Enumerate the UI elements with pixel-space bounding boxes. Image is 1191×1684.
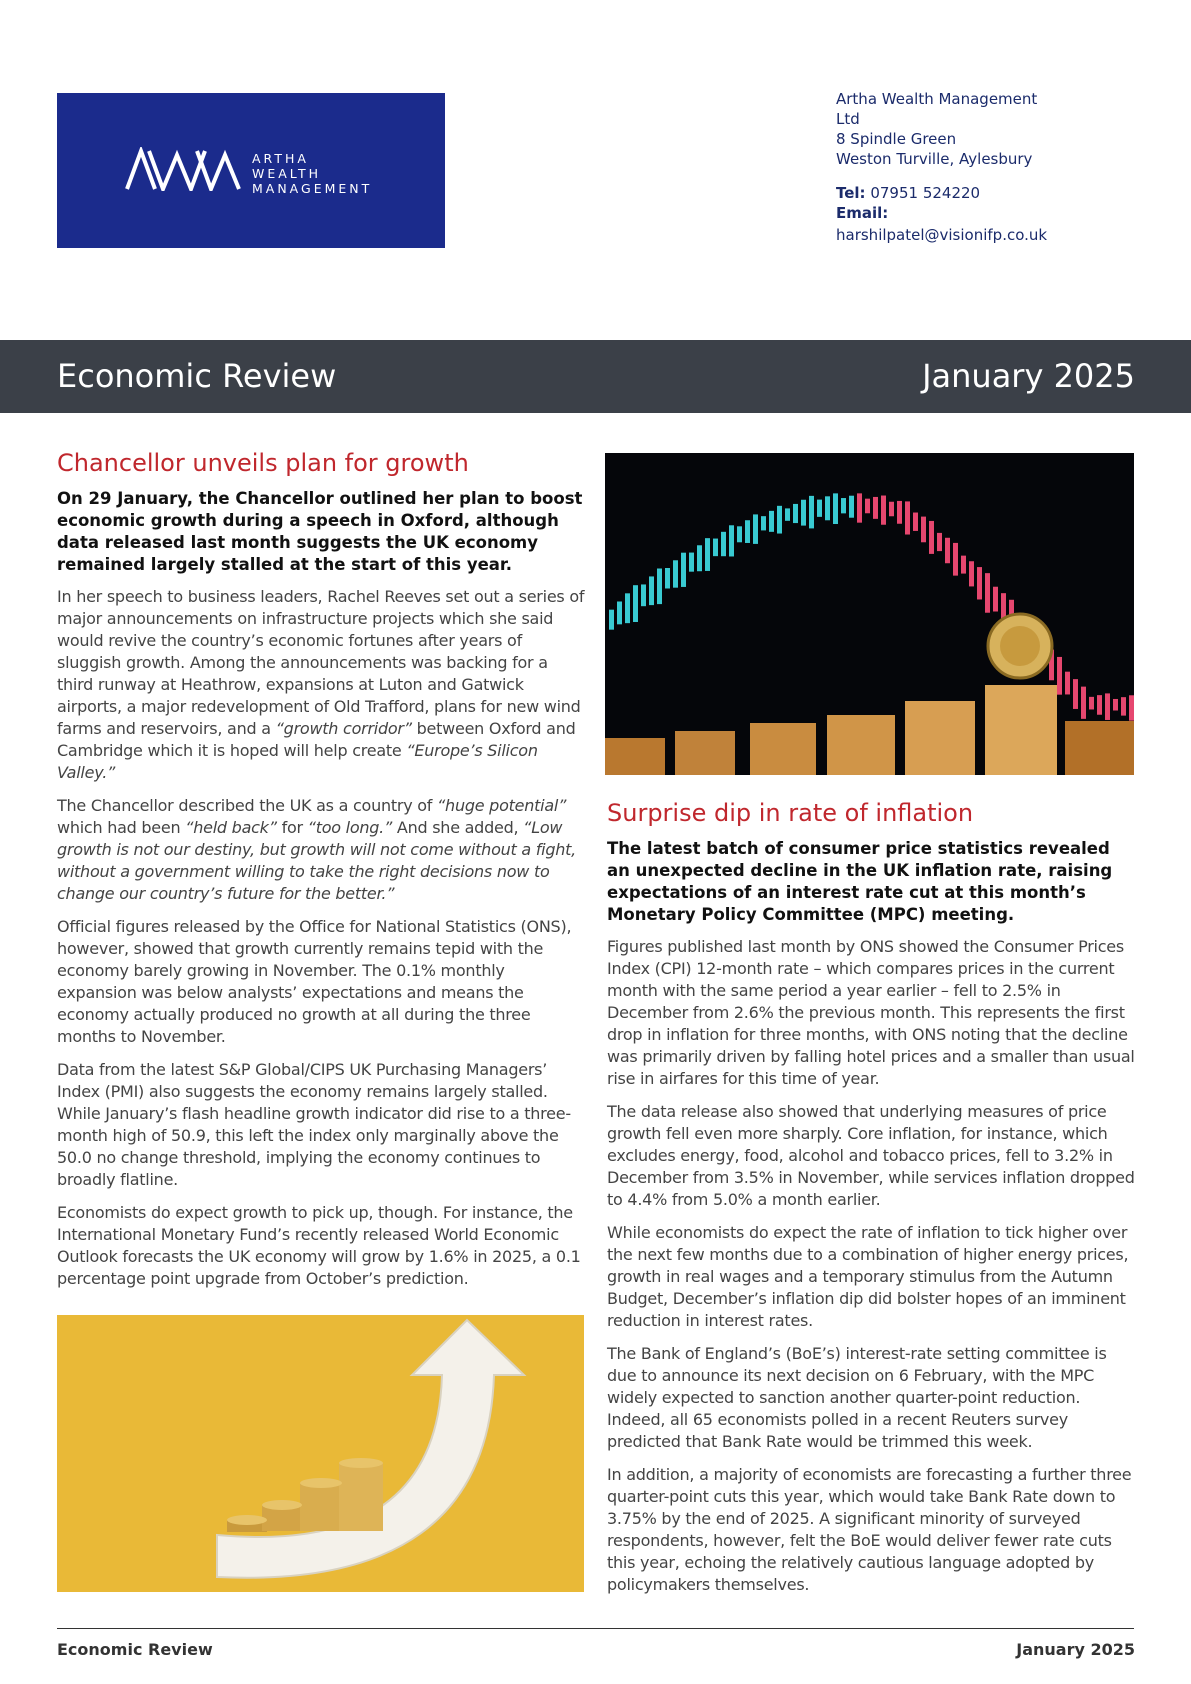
article-inflation	[607, 798, 1135, 1607]
candlestick-bar	[729, 525, 734, 556]
company-name-line1: Artha Wealth Management	[836, 90, 1038, 108]
article-paragraph: The data release also showed that underlying measures of price growth fell even more sharply. Core inflation, for instance, which excludes energy, food, alcohol and tobacco prices, fell to 3.2% in December from 3.5% in November, while services inflation dropped to 4.4% from 5.0% a month earlier.	[607, 1102, 1135, 1209]
candlestick-bar	[969, 561, 974, 586]
growth-arrow-illustration	[57, 1315, 584, 1592]
town-line: Weston Turville, Aylesbury	[836, 150, 1033, 168]
company-name-line2: Ltd	[836, 110, 860, 128]
candlestick-bar	[897, 501, 902, 524]
candlestick-bar	[817, 500, 822, 517]
candlestick-bar	[673, 560, 678, 587]
logo-mark-icon	[125, 147, 243, 191]
article-paragraph: In addition, a majority of economists are forecasting a further three quarter-point cuts this year, which would take Bank Rate down to 3.75% by the end of 2025. A significant minority of surveyed respondents, however, felt the BoE would deliver fewer rate cuts this year, echoing the relatively cautious language adopted by policymakers themselves.	[607, 1465, 1132, 1594]
candlestick-bar	[905, 501, 910, 534]
banner-date: January 2025	[922, 357, 1135, 395]
candlestick-bar	[1097, 695, 1102, 715]
footer-title: Economic Review	[57, 1640, 213, 1659]
candlestick-bar	[777, 506, 782, 534]
footer-divider	[57, 1628, 1134, 1629]
banner-title: Economic Review	[57, 357, 337, 395]
title-banner	[0, 340, 1191, 413]
candlestick-bar	[761, 516, 766, 530]
candlestick-bar	[1129, 695, 1134, 720]
candlestick-bar	[649, 576, 654, 605]
candlestick-bar	[641, 584, 646, 606]
company-address	[836, 89, 1126, 245]
candlestick-bar	[657, 569, 662, 605]
candlestick-bar	[769, 511, 774, 532]
candlestick-bar	[873, 497, 878, 519]
candlestick-bar	[1121, 697, 1126, 715]
candlestick-bar	[1065, 672, 1070, 695]
logo-text-line: WEALTH	[252, 166, 322, 181]
candlestick-bar	[1081, 687, 1086, 719]
candlestick-bar	[785, 508, 790, 520]
candlestick-bar	[953, 543, 958, 576]
candlestick-bar	[849, 496, 854, 518]
article-heading: Chancellor unveils plan for growth	[57, 449, 469, 477]
candlestick-bar	[993, 587, 998, 612]
candlestick-bar	[689, 553, 694, 572]
candlestick-bar	[721, 532, 726, 556]
candlestick-bar	[857, 493, 862, 522]
logo-text-line: MANAGEMENT	[252, 181, 373, 196]
company-logo	[57, 93, 445, 248]
article-paragraph: The Bank of England’s (BoE’s) interest-rate setting committee is due to announce its next decision on 6 February, with the MPC widely expected to sanction another quarter-point reduction. Indeed, all 65 economists polled in a recent Reuters survey predicted that Bank Rate would be trimmed this week.	[607, 1344, 1107, 1451]
telephone-line	[836, 183, 1126, 203]
candlestick-bar	[681, 553, 686, 587]
article-paragraph: The Chancellor described the UK as a country of “huge potential” which had been “held back” for “too long.” And she added, “Low growth is not our destiny, but growth will not come without a fight, without a government willing to take the right decisions now to change our country’s future for the better.”	[57, 796, 576, 903]
candlestick-bar	[665, 568, 670, 589]
article-paragraph: Economists do expect growth to pick up, though. For instance, the International Monetary Fund’s recently released World Economic Outlook forecasts the UK economy will grow by 1.6% in 2025, a 0.1 percentage point upgrade from October’s prediction.	[57, 1203, 581, 1288]
street-line: 8 Spindle Green	[836, 130, 957, 148]
email-address[interactable]: harshilpatel@visionifp.co.uk	[836, 226, 1048, 244]
email-label: Email:	[836, 204, 889, 222]
email-label-line	[836, 203, 1126, 223]
logo-text	[252, 151, 372, 196]
candlestick-bar	[737, 526, 742, 542]
candlestick-bar	[889, 502, 894, 517]
candlestick-bar	[921, 517, 926, 543]
article-growth	[57, 448, 585, 1301]
candlestick-bar	[1073, 679, 1078, 709]
article-paragraph: In her speech to business leaders, Rachel Reeves set out a series of major announcements on infrastructure projects which she said would revive the country’s economic fortunes after years of sluggish growth. Among the announcements was backing for a third runway at Heathrow, expansions at Luton and Gatwick airports, a major redevelopment of Old Trafford, plans for new wind farms and reservoirs, and a “growth corridor” between Oxford and Cambridge which it is hoped will help create “Europe’s Silicon Valley.”	[57, 587, 585, 782]
candlestick-bar	[617, 601, 622, 624]
candlestick-bar	[961, 556, 966, 574]
candlestick-bar	[609, 610, 614, 630]
article-paragraph: Official figures released by the Office for National Statistics (ONS), however, showed that growth currently remains tepid with the economy barely growing in November. The 0.1% monthly expansion was below analysts’ expectations and means the economy actually produced no growth at all during the three months to November.	[57, 917, 572, 1046]
candlestick-bar	[633, 585, 638, 622]
candlestick-photo-illustration	[605, 453, 1134, 775]
candlestick-bar	[713, 539, 718, 557]
article-heading: Surprise dip in rate of inflation	[607, 799, 974, 827]
candlestick-bar	[705, 538, 710, 571]
article-lead: The latest batch of consumer price statistics revealed an unexpected decline in the UK inflation rate, raising expectations of an interest rate cut at this month’s Monetary Policy Committee (MPC) meeting.	[607, 839, 1113, 924]
candlestick-bar	[945, 538, 950, 563]
candlestick-bar	[937, 533, 942, 551]
candlestick-bar	[881, 496, 886, 525]
candlestick-bar	[985, 573, 990, 613]
candlestick-bar	[1113, 699, 1118, 711]
article-lead: On 29 January, the Chancellor outlined her plan to boost economic growth during a speech in Oxford, although data released last month suggests the UK economy remained largely stalled at the start of this year.	[57, 489, 583, 574]
candlestick-bar	[1057, 657, 1062, 695]
candlestick-bar	[793, 504, 798, 523]
candlestick-bar	[865, 499, 870, 514]
candlestick-bar	[1089, 697, 1094, 710]
candlestick-bar	[697, 545, 702, 571]
tel-label: Tel:	[836, 184, 866, 202]
candlestick-bar	[825, 496, 830, 520]
candlestick-bar	[977, 567, 982, 599]
article-paragraph: While economists do expect the rate of inflation to tick higher over the next few months due to a combination of higher energy prices, growth in real wages and a temporary stimulus from the Autumn Budget, December’s inflation dip did bolster hopes of an imminent reduction in interest rates.	[607, 1223, 1129, 1330]
logo-text-line: ARTHA	[252, 151, 309, 166]
growth-arrow-coins-photo	[57, 1315, 584, 1592]
article-paragraph: Figures published last month by ONS showed the Consumer Prices Index (CPI) 12-month rate – which compares prices in the current month with the same period a year earlier – fell to 2.5% in December from 2.6% the previous month. This represents the first drop in inflation for three months, with ONS noting that the decline was primarily driven by falling hotel prices and a smaller than usual rise in airfares for this time of year.	[607, 937, 1135, 1088]
candlestick-bar	[1105, 693, 1110, 720]
candlestick-bar	[841, 498, 846, 513]
candlestick-bar	[745, 520, 750, 543]
candlestick-bar	[625, 593, 630, 623]
candlestick-bar	[833, 493, 838, 524]
coin-stacks	[605, 614, 1134, 775]
article-paragraph: Data from the latest S&P Global/CIPS UK Purchasing Managers’ Index (PMI) also suggests the economy remains largely stalled. While January’s flash headline growth indicator did rise to a three-month high of 50.9, this left the index only marginally above the 50.0 no change threshold, implying the economy continues to broadly flatline.	[57, 1060, 571, 1189]
candlestick-bar	[801, 500, 806, 526]
candlestick-bar	[753, 514, 758, 543]
stock-chart-coins-photo	[605, 453, 1134, 775]
candlestick-bar	[809, 496, 814, 529]
footer-date: January 2025	[1016, 1640, 1135, 1659]
candlestick-bar	[913, 513, 918, 531]
tel-number[interactable]: 07951 524220	[870, 184, 981, 202]
candlestick-bar	[929, 521, 934, 554]
